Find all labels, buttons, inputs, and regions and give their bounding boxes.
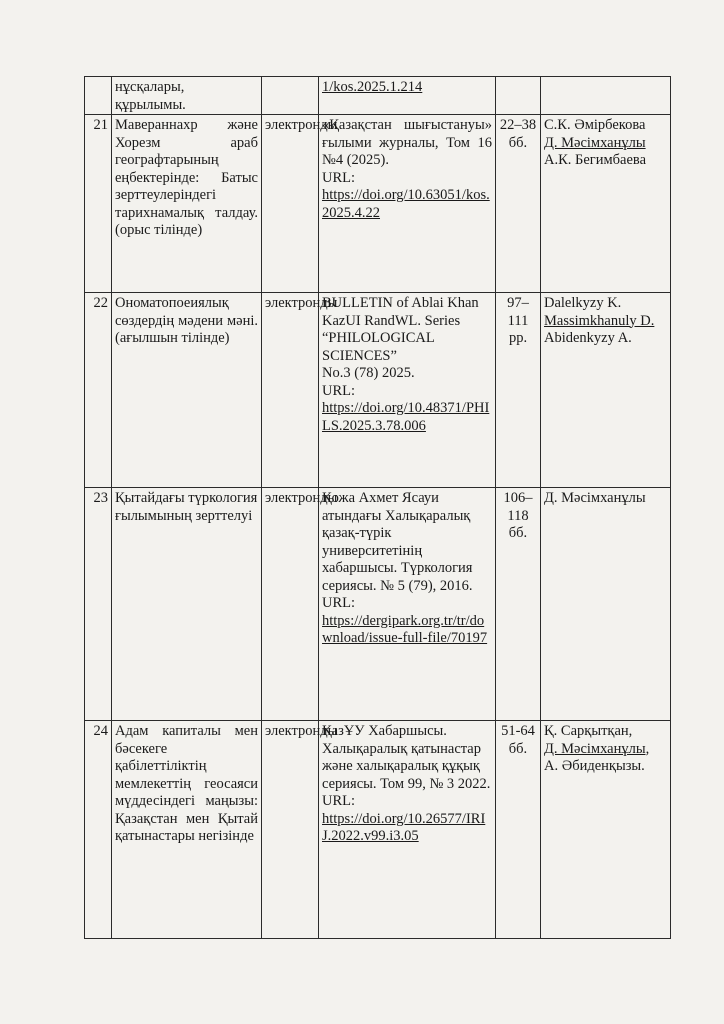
publication-text: BULLETIN of Ablai Khan KazUI RandWL. Series “PHILOLOGICAL SCIENCES” [322, 295, 479, 364]
author: С.К. Әмірбекова [544, 117, 646, 133]
author: Қ. Сарқытқан, [544, 723, 633, 739]
work-title: Мавераннахр және Хорезм араб географтарының еңбектерінде: Батыс зерттеулеріндегі тарихнамалық талдау. (орыс тілінде) [112, 115, 262, 293]
doi-link[interactable]: https://doi.org/10.63051/kos.2025.4.22 [322, 187, 490, 221]
authors-cell [541, 721, 671, 939]
author: Dalelkyzy K. [544, 295, 622, 311]
page-range: 51-64 бб. [496, 721, 541, 939]
author: Abidenkyzy A. [544, 330, 632, 346]
work-form: электронды [262, 293, 319, 488]
work-title: Адам капиталы мен бәсекеге қабілеттіліктің мемлекеттің геосаяси мүддесіндегі маңызы: Қазақстан мен Қытай қатынастары негізінде [112, 721, 262, 939]
row-number [85, 77, 112, 115]
author-highlighted: Massimkhanuly D. [544, 312, 655, 329]
table-row [85, 115, 671, 293]
table-row [85, 293, 671, 488]
doi-link[interactable]: https://dergipark.org.tr/tr/download/issue-full-file/70197 [322, 612, 488, 646]
row-number: 22 [85, 293, 112, 488]
work-form: электронды [262, 115, 319, 293]
publications-table [84, 76, 671, 939]
work-title: Ономатопоеиялық сөздердің мәдени мәні. (ағылшын тілінде) [112, 293, 262, 488]
url-label: URL: [322, 169, 356, 186]
row-number: 24 [85, 721, 112, 939]
work-form: электронды [262, 488, 319, 721]
table-row [85, 488, 671, 721]
row-number: 23 [85, 488, 112, 721]
publication-text: «Қазақстан шығыстануы» ғылыми журналы, Том 16 №4 (2025). [322, 117, 492, 168]
work-title: Қытайдағы түркология ғылымының зерттелуі [112, 488, 262, 721]
publication-info [319, 293, 496, 488]
table-row [85, 77, 671, 115]
author-highlighted: Д. Мәсімханұлы [544, 134, 646, 151]
publication-info [319, 115, 496, 293]
doi-link[interactable]: 1/kos.2025.1.214 [322, 79, 423, 95]
work-form [262, 77, 319, 115]
authors-cell [541, 77, 671, 115]
page-range: 22–38 бб. [496, 115, 541, 293]
url-label: URL: [322, 793, 356, 809]
publication-info [319, 77, 496, 115]
author-highlighted: Д. Мәсімханұлы, [544, 740, 650, 757]
authors-cell [541, 293, 671, 488]
url-label: URL: [322, 595, 356, 611]
publication-issue: No.3 (78) 2025. [322, 365, 415, 381]
row-number: 21 [85, 115, 112, 293]
page-range: 97–111 pp. [496, 293, 541, 488]
doi-link[interactable]: https://doi.org/10.26577/IRIJ.2022.v99.i3.05 [322, 810, 486, 844]
page-range: 106–118 бб. [496, 488, 541, 721]
page-range [496, 77, 541, 115]
publication-info [319, 488, 496, 721]
publication-info [319, 721, 496, 939]
table-row [85, 721, 671, 939]
publication-text: ҚазҰУ Хабаршысы. Халықаралық қатынастар және халықаралық құқық сериясы. Том 99, № 3 2022. [322, 723, 491, 792]
authors-cell [541, 488, 671, 721]
author: А.К. Бегимбаева [544, 152, 647, 168]
author: Д. Мәсімханұлы [544, 490, 646, 506]
url-label: URL: [322, 382, 356, 399]
work-title: нұсқалары, құрылымы. [112, 77, 262, 115]
author: А. Әбиденқызы. [544, 758, 645, 774]
doi-link[interactable]: https://doi.org/10.48371/PHILS.2025.3.78.006 [322, 400, 490, 434]
publication-text: Қожа Ахмет Ясауи атындағы Халықаралық қазақ-түрік университетінің хабаршысы. Түркология сериясы. № 5 (79), 2016. [322, 490, 473, 594]
authors-cell [541, 115, 671, 293]
work-form: электронды [262, 721, 319, 939]
